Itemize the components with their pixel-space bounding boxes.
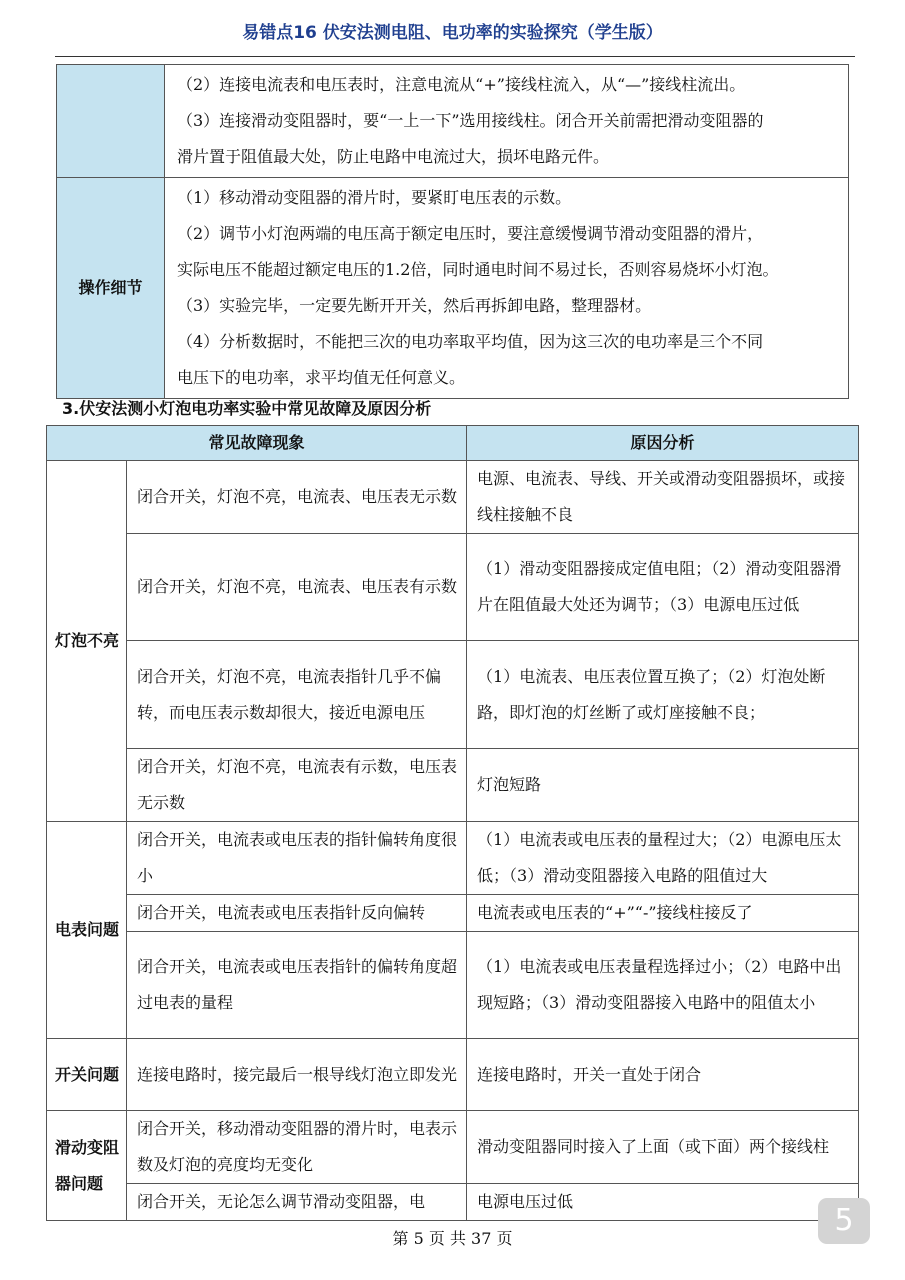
column-header-cause: 原因分析 [467,426,859,461]
phenomenon-cell: 闭合开关，灯泡不亮，电流表、电压表无示数 [127,461,467,534]
category-meter-problem: 电表问题 [47,822,127,1039]
table-row [47,895,859,932]
cause-cell: 电源电压过低 [467,1184,859,1221]
page-header-title: 易错点16 伏安法测电阻、电功率的实验探究（学生版） [242,23,663,43]
note-line: （2）连接电流表和电压表时，注意电流从“+”接线柱流入，从“—”接线柱流出。 [177,75,746,94]
page-number: 第 5 页 共 37 页 [392,1229,513,1248]
phenomenon-cell: 闭合开关，电流表或电压表的指针偏转角度很小 [127,822,467,895]
category-bulb-not-lit: 灯泡不亮 [47,461,127,822]
cause-cell: 灯泡短路 [467,749,859,822]
phenomenon-cell: 闭合开关，灯泡不亮，电流表有示数，电压表无示数 [127,749,467,822]
category-rheostat-problem: 滑动变阻器问题 [47,1111,127,1221]
table-row [47,1039,859,1111]
phenomenon-cell: 闭合开关，电流表或电压表指针的偏转角度超过电表的量程 [127,932,467,1039]
row-label-operation-details: 操作细节 [57,178,165,399]
table-row [47,1184,859,1221]
note-line: （1）移动滑动变阻器的滑片时，要紧盯电压表的示数。 [177,188,572,207]
phenomenon-cell: 连接电路时，接完最后一根导线灯泡立即发光 [127,1039,467,1111]
note-line: （4）分析数据时，不能把三次的电功率取平均值，因为这三次的电功率是三个不同 [177,332,764,351]
cause-cell: 电流表或电压表的“+”“-”接线柱接反了 [467,895,859,932]
phenomenon-cell: 闭合开关，灯泡不亮，电流表、电压表有示数 [127,534,467,641]
note-line: （3）实验完毕，一定要先断开开关，然后再拆卸电路，整理器材。 [177,296,652,315]
note-line: 滑片置于阻值最大处，防止电路中电流过大，损坏电路元件。 [177,147,610,166]
cause-cell: （1）滑动变阻器接成定值电阻；（2）滑动变阻器滑片在阻值最大处还为调节；（3）电源电压过低 [467,534,859,641]
phenomenon-cell: 闭合开关，移动滑动变阻器的滑片时，电表示数及灯泡的亮度均无变化 [127,1111,467,1184]
note-line: 实际电压不能超过额定电压的1.2倍，同时通电时间不易过长，否则容易烧坏小灯泡。 [177,260,779,279]
table-row [57,65,849,178]
operation-details [165,178,849,399]
header-divider [55,56,855,57]
table-row [47,534,859,641]
table-row [47,749,859,822]
note-line: （2）调节小灯泡两端的电压高于额定电压时，要注意缓慢调节滑动变阻器的滑片， [177,224,764,243]
cause-cell: （1）电流表、电压表位置互换了；（2）灯泡处断路，即灯泡的灯丝断了或灯座接触不良； [467,641,859,749]
cause-cell: （1）电流表或电压表量程选择过小；（2）电路中出现短路；（3）滑动变阻器接入电路中的阻值太小 [467,932,859,1039]
row-label-empty [57,65,165,178]
note-line: 电压下的电功率，求平均值无任何意义。 [177,368,466,387]
phenomenon-cell: 闭合开关，灯泡不亮，电流表指针几乎不偏转，而电压表示数却很大，接近电源电压 [127,641,467,749]
cause-cell: 滑动变阻器同时接入了上面（或下面）两个接线柱 [467,1111,859,1184]
page-badge: 5 [818,1198,870,1244]
table-row [47,641,859,749]
table-row [47,461,859,534]
phenomenon-cell: 闭合开关，电流表或电压表指针反向偏转 [127,895,467,932]
table-row [47,932,859,1039]
column-header-phenomenon: 常见故障现象 [47,426,467,461]
category-switch-problem: 开关问题 [47,1039,127,1111]
connection-notes [165,65,849,178]
note-line: （3）连接滑动变阻器时，要“一上一下”选用接线柱。闭合开关前需把滑动变阻器的 [177,111,764,130]
phenomenon-cell: 闭合开关，无论怎么调节滑动变阻器，电 [127,1184,467,1221]
table-row [57,178,849,399]
table-row [47,822,859,895]
cause-cell: 连接电路时，开关一直处于闭合 [467,1039,859,1111]
section-title: 3.伏安法测小灯泡电功率实验中常见故障及原因分析 [62,399,432,418]
operation-notes-table [56,64,849,399]
cause-cell: （1）电流表或电压表的量程过大；（2）电源电压太低；（3）滑动变阻器接入电路的阻值过大 [467,822,859,895]
table-row [47,1111,859,1184]
table-header-row [47,426,859,461]
cause-cell: 电源、电流表、导线、开关或滑动变阻器损坏，或接线柱接触不良 [467,461,859,534]
fault-analysis-table [46,425,859,1221]
